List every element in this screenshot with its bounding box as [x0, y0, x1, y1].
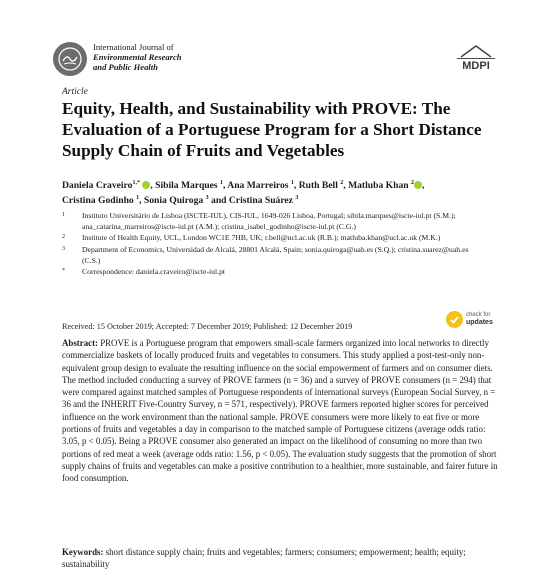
affiliation-list — [62, 210, 482, 277]
journal-header — [53, 42, 182, 76]
author-affil-sup: 1 — [220, 180, 224, 186]
publication-dates: Received: 15 October 2019; Accepted: 7 December 2019; Published: 12 December 2019 — [62, 322, 353, 331]
author-line-2 — [62, 192, 522, 207]
check-for-updates-badge[interactable] — [446, 311, 493, 328]
author-name[interactable]: Daniela Craveiro — [62, 180, 133, 192]
affiliation-number: 2 — [62, 234, 65, 241]
author-name[interactable]: and Cristina Suárez — [211, 195, 293, 207]
mdpi-logo-text: MDPI — [457, 58, 495, 72]
orcid-icon[interactable] — [414, 181, 422, 189]
paper-title: Equity, Health, and Sustainability with PROVE: The Evaluation of a Portuguese Program for a Short Distance Supply Chain of Fruits and Vegetables — [62, 99, 482, 160]
author-name[interactable]: , Sibila Marques — [150, 180, 218, 192]
check-updates-icon — [446, 311, 463, 328]
author-affil-sup: 1,* — [132, 180, 140, 186]
check-updates-line2: updates — [466, 319, 493, 326]
affiliation-number: 3 — [62, 245, 65, 252]
affiliation-text: Instituto Universitário de Lisboa (ISCTE-IUL), CIS-IUL, 1649-026 Lisboa, Portugal; sibila.marques@iscte-iul.pt (S.M.); ana_catarina_marreiros@iscte-iul.pt (A.M.); cristina_isabel_godinho@iscte-iul.pt (C.G.) — [82, 211, 456, 232]
author-list — [62, 177, 522, 207]
affiliation-text: Institute of Health Equity, UCL, London WC1E 7HB, UK; r.bell@ucl.ac.uk (R.B.); matluba.khan@ucl.ac.uk (M.K.) — [82, 233, 441, 243]
author-name[interactable]: , Ruth Bell — [293, 180, 338, 192]
article-type: Article — [62, 87, 88, 97]
author-line-1: Daniela Craveiro$^{1,*}$ , Sibila Marques $^1$, Ana Marreiros $^1$, Ruth Bell $^2$, Matluba Khan $^2$ , — [62, 180, 425, 192]
correspondence-marker: * — [62, 268, 65, 275]
check-updates-text — [466, 312, 493, 327]
keywords-section — [62, 546, 502, 571]
author-affil-sup: 1 — [290, 180, 294, 186]
author-name[interactable]: , Sonia Quiroga — [139, 195, 204, 207]
correspondence-item — [62, 266, 482, 277]
journal-logo-icon — [53, 42, 87, 76]
affiliation-text: Department of Economics, Universidad de Alcalá, 28801 Alcalá, Spain; sonia.quiroga@uah.es (S.Q.); cristina.suarez@uah.es (C.S.) — [82, 244, 469, 265]
author-name[interactable]: , Matluba Khan — [343, 180, 409, 192]
author-name[interactable]: Cristina Godinho — [62, 195, 134, 207]
abstract-text: PROVE is a Portuguese program that empowers small-scale farmers organized into local networks to directly commercialize baskets of locally produced fruits and vegetables to consumers. This study applied a post-test-only non-equivalent group design to evaluate the resulting influence on the social empowerment of farmers and on consumer diets. The method included conducting a survey of PROVE farmers (n = 36) and a survey of PROVE consumers (n = 294) that were compared against matched samples of Portuguese respondents of international surveys (European Social Survey, n = 36 and the INHERIT Five-Country Survey, n = 571, respectively). PROVE farmers reported higher scores for perceived influence on the work environment than the national sample. PROVE consumers were more likely to eat five or more portions of fruits and vegetables a day in comparison to the matched sample of Portuguese citizens (average odds ratio: 3.05, p < 0.05). Being a PROVE consumer also generated an impact on the likelihood of consuming no more than two portions of red meat a week (average odds ratio: 1.56, p < 0.05). The evaluation study suggests that the promotion of short supply chains of fruits and vegetables can make a positive contribution to a healthier, more sustainable, and fairer future in food consumption. — [62, 338, 498, 484]
journal-name-line3: and Public Health — [93, 62, 158, 72]
keywords-label: Keywords: — [62, 547, 104, 557]
abstract-label: Abstract: — [62, 338, 98, 348]
affiliation-item — [62, 244, 482, 266]
author-name[interactable]: , Ana Marreiros — [223, 180, 289, 192]
author-affil-sup: 3 — [295, 195, 299, 202]
abstract-section — [62, 337, 500, 485]
check-updates-line1: check for — [466, 312, 491, 318]
author-affil-sup: 1 — [136, 195, 140, 202]
journal-name — [93, 42, 182, 72]
affiliation-number: 1 — [62, 212, 65, 218]
journal-name-line2: Environmental Research — [93, 52, 182, 62]
author-affil-sup: 2 — [411, 180, 414, 186]
author-affil-sup: 2 — [340, 180, 344, 186]
affiliation-item — [62, 210, 482, 232]
correspondence-text[interactable]: Correspondence: daniela.craveiro@iscte-iul.pt — [82, 267, 226, 277]
mdpi-logo — [457, 44, 495, 72]
affiliation-item — [62, 232, 482, 243]
keywords-text: short distance supply chain; fruits and vegetables; farmers; consumers; empowerment; health; equity; sustainability — [62, 547, 466, 570]
mdpi-roof-icon — [457, 44, 495, 58]
author-affil-sup: 3 — [205, 195, 209, 202]
journal-name-line1: International Journal of — [93, 42, 174, 52]
